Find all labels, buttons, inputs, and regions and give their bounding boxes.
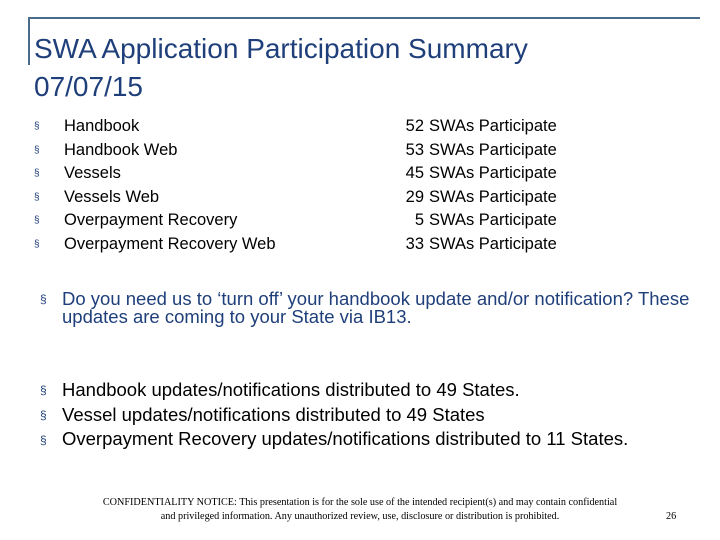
participate-label: SWAs Participate [429,211,557,230]
participate-label: SWAs Participate [429,234,557,253]
participation-row [34,209,694,233]
bullet-icon: § [34,168,40,180]
application-name: Overpayment Recovery Web [64,234,276,253]
application-name: Handbook Web [64,140,178,159]
swa-count: 45 [405,164,424,183]
swa-count: 29 [405,187,424,206]
confidentiality-notice [60,496,660,524]
participate-label: SWAs Participate [429,117,557,135]
participation-row [34,115,694,139]
distribution-text: Overpayment Recovery updates/notifications distributed to 11 States. [62,428,629,449]
application-name: Vessels [64,164,121,183]
question-text: Do you need us to ‘turn off’ your handbook update and/or notification? These updates are coming to your State via IB13. [62,288,690,327]
title-line-1: SWA Application Participation Summary [34,33,528,64]
page-number: 26 [666,511,677,522]
distribution-text: Vessel updates/notifications distributed to 49 States [62,403,485,425]
distribution-text: Handbook updates/notifications distributed to 49 States. [62,379,520,400]
participation-row [34,186,694,210]
swa-count: 52 [405,117,424,135]
bullet-icon: § [34,121,40,132]
participation-list [34,115,694,257]
application-name: Overpayment Recovery [64,211,238,230]
footer-line-2: and privileged information. Any unauthorized review, use, disclosure or distribution is prohibited. [160,511,560,522]
slide-title [34,30,694,106]
footer-line-1: CONFIDENTIALITY NOTICE: This presentation is for the sole use of the intended recipient(s) and may contain confidential [102,497,618,508]
participate-label: SWAs Participate [429,140,557,159]
title-line-2: 07/07/15 [34,71,143,102]
bullet-icon: § [34,144,40,156]
distribution-item [34,378,698,403]
participate-label: SWAs Participate [429,187,557,206]
swa-count: 33 [405,234,424,253]
bullet-icon: § [40,383,47,397]
swa-count: 53 [405,140,424,159]
application-name: Vessels Web [64,187,160,206]
distribution-item [34,427,698,449]
frame-left-rule [28,17,30,65]
application-name: Handbook [64,117,140,135]
participate-label: SWAs Participate [429,164,557,183]
bullet-icon: § [40,292,47,306]
participation-row [34,162,694,186]
participation-row [34,233,694,257]
bullet-icon: § [34,215,40,227]
bullet-icon: § [40,433,47,447]
bullet-icon: § [34,191,40,203]
distribution-list [34,378,698,449]
question-paragraph [34,290,698,326]
bullet-icon: § [40,407,47,422]
swa-count: 5 [414,211,424,230]
distribution-item [34,403,698,428]
participation-row [34,139,694,163]
frame-top-rule [28,17,700,19]
bullet-icon: § [34,238,40,250]
